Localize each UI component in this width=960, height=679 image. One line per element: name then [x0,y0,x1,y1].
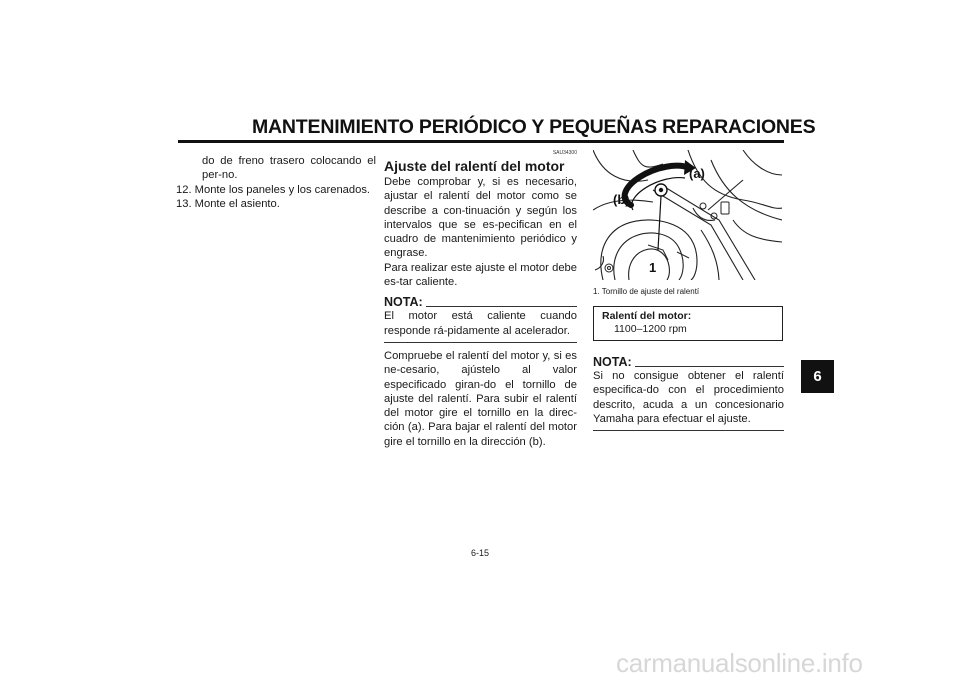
watermark: carmanualsonline.info [616,648,863,678]
warmup-paragraph: Para realizar este ajuste el motor debe es-tar caliente. [384,261,577,289]
note-end-rule-right [593,430,784,431]
chapter-tab: 6 [801,360,834,393]
idle-screw-figure [593,150,782,280]
label-direction-a: (a) [689,166,705,181]
step-13: 13. Monte el asiento. [176,197,280,210]
section-code: SAU34300 [552,150,577,156]
note-header [384,295,577,309]
column-right [593,150,784,437]
page-title: MANTENIMIENTO PERIÓDICO Y PEQUEÑAS REPARACIONES [252,116,816,138]
note-label-right: NOTA: [593,355,632,369]
note-end-rule [384,342,577,343]
procedure-paragraph: Compruebe el ralentí del motor y, si es ne-cesario, ajústelo al valor especificado giran-do el tornillo de ajuste del ralentí. Para subir el ralentí del motor gire el tornillo en la direc-ción (a). Para bajar el ralentí del motor gire el tornillo en la dirección (b). [384,349,577,448]
note-label: NOTA: [384,295,423,310]
note-rule-right [635,366,784,367]
label-screw-1: 1 [649,260,657,275]
section-title: Ajuste del ralentí del motor [384,158,565,174]
spec-label: Ralentí del motor: [602,310,692,322]
note-header-right [593,355,784,369]
column-left [176,154,376,211]
page-number: 6-15 [470,548,489,558]
spec-value: 1100–1200 rpm [614,323,687,335]
column-middle [384,150,577,449]
figure-caption: 1. Tornillo de ajuste del ralentí [593,287,700,296]
header-rule [178,140,784,143]
label-direction-b: (b) [613,192,630,207]
note-rule [426,306,577,307]
engine-illustration [593,150,782,280]
continued-step-text: do de freno trasero colocando el per-no. [202,155,376,182]
intro-paragraph: Debe comprobar y, si es necesario, ajustar el ralentí del motor como se describe a con-tinuación y según los intervalos que se es-pecifican en el cuadro de mantenimiento periódico y engrase. [384,176,577,260]
note-text: El motor está caliente cuando responde rá-pidamente al acelerador. [384,310,577,337]
note-text-right: Si no consigue obtener el ralentí especifica-do con el procedimiento descrito, acuda a un concesionario Yamaha para efectuar el ajuste. [593,370,784,425]
step-12: 12. Monte los paneles y los carenados. [176,183,371,196]
spec-box [593,306,783,341]
